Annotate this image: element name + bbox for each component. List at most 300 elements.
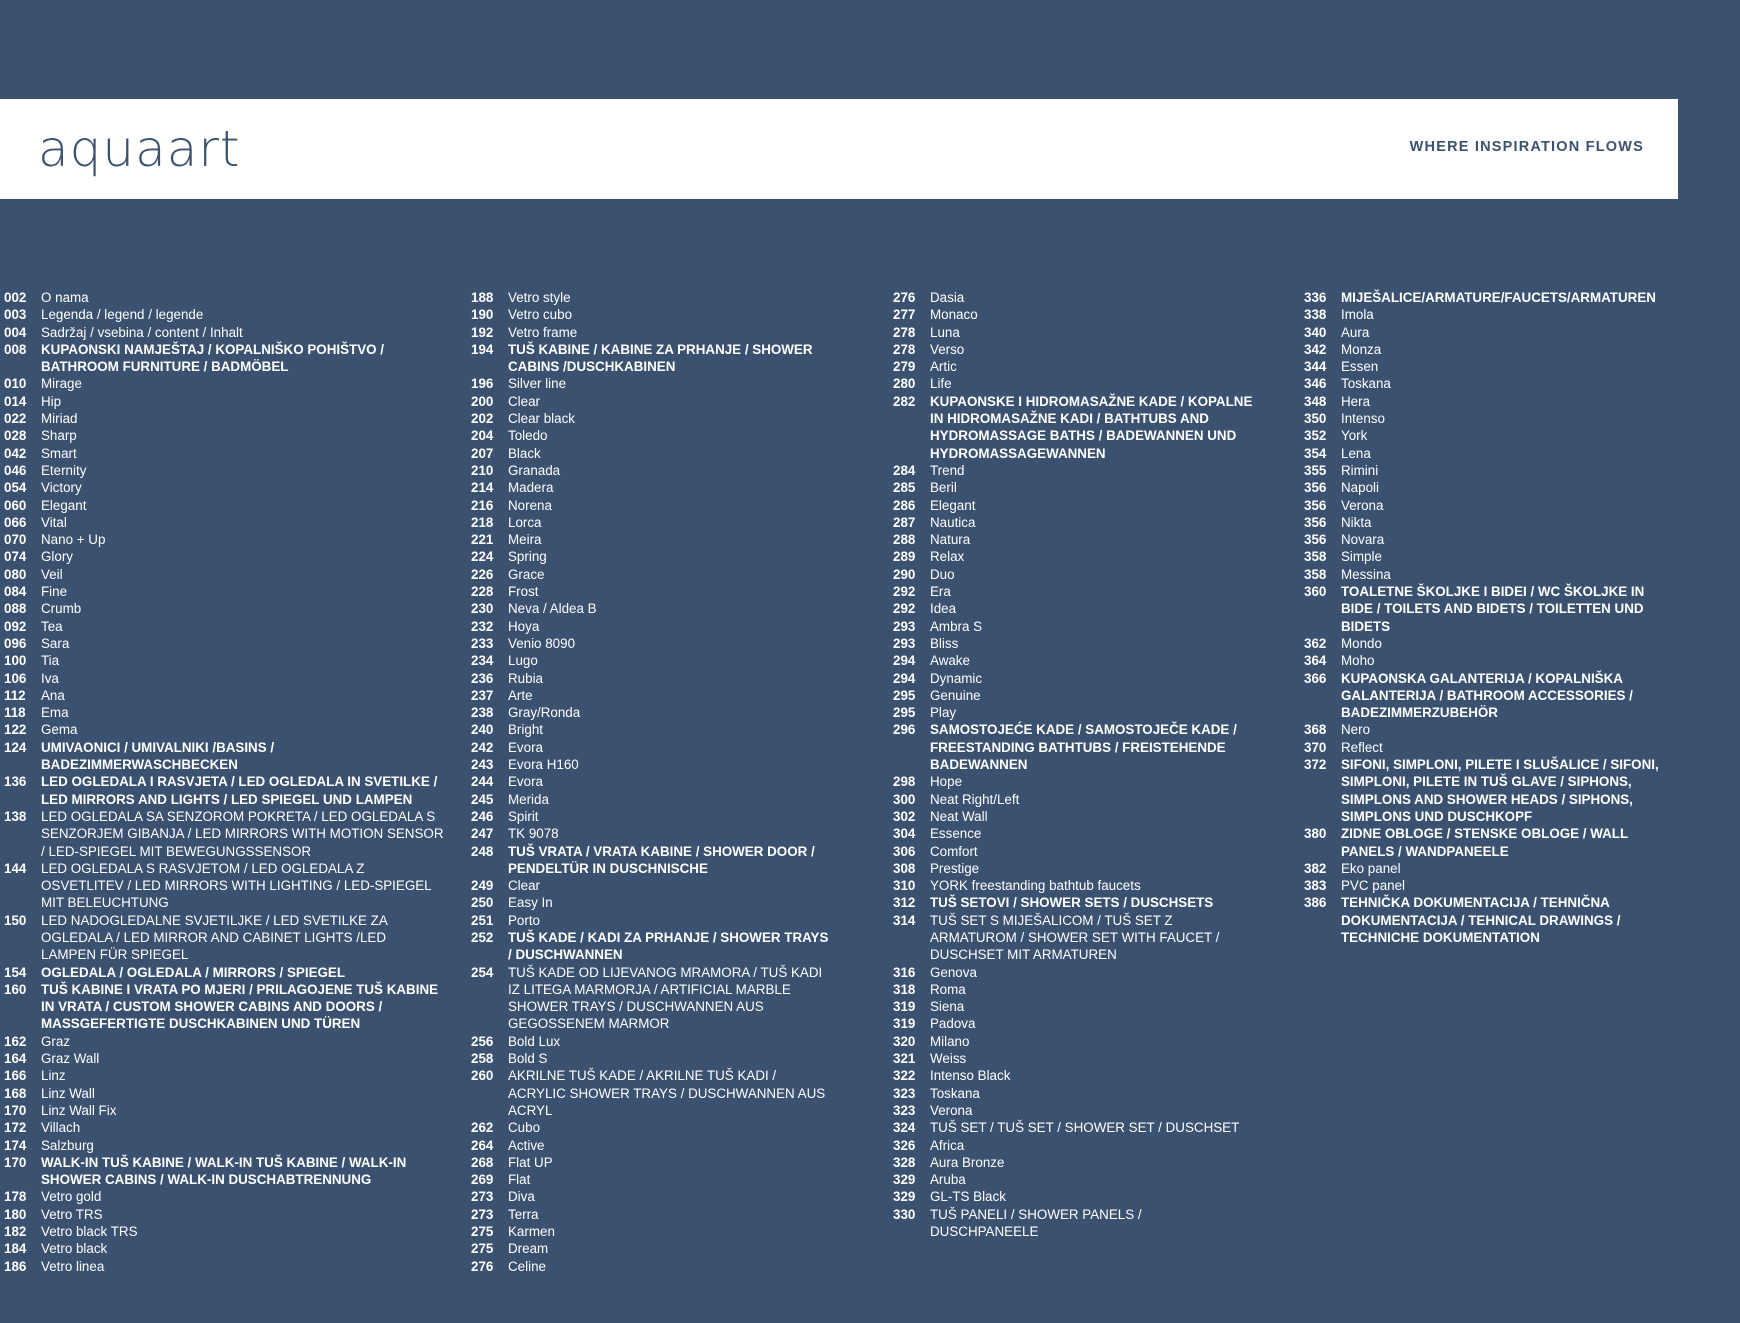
entry-title: Vetro TRS bbox=[41, 1206, 103, 1222]
toc-entry bbox=[893, 1015, 1253, 1032]
entry-title: Clear black bbox=[508, 411, 575, 427]
page-number: 340 bbox=[1304, 324, 1327, 340]
page-number: 358 bbox=[1304, 549, 1327, 565]
page-number: 200 bbox=[471, 393, 494, 409]
toc-entry bbox=[471, 825, 831, 842]
page-number: 154 bbox=[4, 964, 27, 980]
toc-entry bbox=[471, 393, 831, 410]
entry-title: MIJEŠALICE/ARMATURE/FAUCETS/ARMATUREN bbox=[1341, 290, 1656, 305]
page-number: 214 bbox=[471, 480, 494, 496]
toc-entry bbox=[893, 375, 1253, 392]
toc-entry bbox=[1304, 739, 1676, 756]
entry-title: Active bbox=[508, 1137, 545, 1153]
page-number: 172 bbox=[4, 1120, 27, 1136]
entry-title: Dream bbox=[508, 1241, 549, 1257]
toc-entry bbox=[4, 1119, 444, 1136]
toc-entry bbox=[471, 1206, 831, 1223]
entry-title: Prestige bbox=[930, 860, 980, 876]
page-number: 338 bbox=[1304, 307, 1327, 323]
toc-entry bbox=[471, 773, 831, 790]
page-number: 276 bbox=[471, 1258, 494, 1274]
page-number: 250 bbox=[471, 895, 494, 911]
toc-entry bbox=[1304, 531, 1676, 548]
toc-entry bbox=[1304, 497, 1676, 514]
toc-entry bbox=[471, 1119, 831, 1136]
page-number: 074 bbox=[4, 549, 27, 565]
page-number: 320 bbox=[893, 1033, 916, 1049]
toc-entry bbox=[4, 1067, 444, 1084]
page-number: 358 bbox=[1304, 566, 1327, 582]
page-number: 258 bbox=[471, 1051, 494, 1067]
entry-title: Milano bbox=[930, 1033, 970, 1049]
toc-entry bbox=[1304, 877, 1676, 894]
toc-entry bbox=[471, 410, 831, 427]
toc-entry bbox=[4, 306, 444, 323]
entry-title: Dynamic bbox=[930, 670, 983, 686]
page-number: 279 bbox=[893, 359, 916, 375]
page-number: 342 bbox=[1304, 341, 1327, 357]
toc-entry bbox=[1304, 462, 1676, 479]
page-number: 210 bbox=[471, 462, 494, 478]
page-number: 216 bbox=[471, 497, 494, 513]
page-number: 008 bbox=[4, 341, 27, 357]
toc-entry bbox=[471, 445, 831, 462]
entry-title: Duo bbox=[930, 566, 955, 582]
page-number: 190 bbox=[471, 307, 494, 323]
entry-title: Linz Wall Fix bbox=[41, 1102, 117, 1118]
page-number: 380 bbox=[1304, 826, 1327, 842]
toc-entry bbox=[471, 739, 831, 756]
page-number: 288 bbox=[893, 532, 916, 548]
page-number: 280 bbox=[893, 376, 916, 392]
page-number: 186 bbox=[4, 1258, 27, 1274]
toc-entry bbox=[471, 497, 831, 514]
page-number: 308 bbox=[893, 860, 916, 876]
page-number: 276 bbox=[893, 290, 916, 305]
toc-entry bbox=[893, 497, 1253, 514]
toc-entry bbox=[893, 652, 1253, 669]
toc-entry bbox=[1304, 860, 1676, 877]
toc-entry bbox=[893, 825, 1253, 842]
page-number: 329 bbox=[893, 1189, 916, 1205]
toc-entry bbox=[1304, 635, 1676, 652]
page-number: 275 bbox=[471, 1241, 494, 1257]
page-number: 350 bbox=[1304, 411, 1327, 427]
page-number: 228 bbox=[471, 584, 494, 600]
page-number: 304 bbox=[893, 826, 916, 842]
entry-title: Toskana bbox=[930, 1085, 980, 1101]
toc-section-entry bbox=[471, 843, 831, 878]
page-number: 242 bbox=[471, 739, 494, 755]
toc-section-entry bbox=[471, 929, 831, 964]
toc-entry bbox=[471, 756, 831, 773]
toc-entry bbox=[1304, 324, 1676, 341]
entry-title: Porto bbox=[508, 912, 541, 928]
toc-entry bbox=[1304, 375, 1676, 392]
entry-title: Aura bbox=[1341, 324, 1370, 340]
entry-title: LED OGLEDALA S RASVJETOM / LED OGLEDALA Z OSVETLITEV / LED MIRRORS WITH LIGHTING / LED-SPIEGEL MIT BELEUCHTUNG bbox=[41, 860, 432, 911]
toc-entry bbox=[893, 1050, 1253, 1067]
entry-title: TUŠ SETOVI / SHOWER SETS / DUSCHSETS bbox=[930, 895, 1214, 911]
page-number: 245 bbox=[471, 791, 494, 807]
page-number: 070 bbox=[4, 532, 27, 548]
entry-title: Essence bbox=[930, 826, 982, 842]
entry-title: Luna bbox=[930, 324, 960, 340]
entry-title: Imola bbox=[1341, 307, 1374, 323]
entry-title: Reflect bbox=[1341, 739, 1383, 755]
entry-title: LED OGLEDALA SA SENZOROM POKRETA / LED OGLEDALA S SENZORJEM GIBANJA / LED MIRRORS WITH MOTION SENSOR / LED-SPIEGEL MIT BEWEGUNGSSENSOR bbox=[41, 808, 444, 859]
toc-entry bbox=[4, 635, 444, 652]
toc-entry bbox=[893, 1067, 1253, 1084]
page-number: 207 bbox=[471, 445, 494, 461]
page-number: 002 bbox=[4, 290, 27, 305]
entry-title: Africa bbox=[930, 1137, 965, 1153]
toc-entry bbox=[4, 462, 444, 479]
entry-title: TK 9078 bbox=[508, 826, 559, 842]
toc-entry bbox=[893, 912, 1253, 964]
page-number: 232 bbox=[471, 618, 494, 634]
entry-title: Roma bbox=[930, 981, 966, 997]
page-number: 324 bbox=[893, 1120, 916, 1136]
entry-title: Linz Wall bbox=[41, 1085, 95, 1101]
toc-entry bbox=[471, 912, 831, 929]
toc-entry bbox=[471, 1154, 831, 1171]
page-number: 354 bbox=[1304, 445, 1327, 461]
entry-title: Arte bbox=[508, 687, 533, 703]
entry-title: Rubia bbox=[508, 670, 543, 686]
toc-entry bbox=[893, 531, 1253, 548]
page-number: 292 bbox=[893, 601, 916, 617]
entry-title: Graz Wall bbox=[41, 1051, 100, 1067]
toc-entry bbox=[893, 791, 1253, 808]
toc-entry bbox=[4, 375, 444, 392]
toc-entry bbox=[893, 964, 1253, 981]
page-number: 328 bbox=[893, 1154, 916, 1170]
entry-title: WALK-IN TUŠ KABINE / WALK-IN TUŠ KABINE / WALK-IN SHOWER CABINS / WALK-IN DUSCHABTRENNUNG bbox=[41, 1154, 407, 1188]
toc-entry bbox=[4, 912, 444, 964]
page-number: 383 bbox=[1304, 878, 1327, 894]
toc-section-entry bbox=[4, 981, 444, 1033]
toc-section-entry bbox=[4, 964, 444, 981]
toc-entry bbox=[4, 583, 444, 600]
page-number: 386 bbox=[1304, 895, 1327, 911]
page-number: 293 bbox=[893, 618, 916, 634]
toc-entry bbox=[1304, 427, 1676, 444]
entry-title: Simple bbox=[1341, 549, 1382, 565]
entry-title: Gema bbox=[41, 722, 78, 738]
entry-title: Natura bbox=[930, 532, 971, 548]
toc-entry bbox=[893, 877, 1253, 894]
page-number: 160 bbox=[4, 981, 27, 997]
entry-title: Flat bbox=[508, 1172, 531, 1188]
entry-title: Lorca bbox=[508, 514, 542, 530]
page-number: 352 bbox=[1304, 428, 1327, 444]
page-number: 124 bbox=[4, 739, 27, 755]
entry-title: Napoli bbox=[1341, 480, 1379, 496]
toc-entry bbox=[4, 445, 444, 462]
entry-title: O nama bbox=[41, 290, 89, 305]
entry-title: Mondo bbox=[1341, 635, 1382, 651]
page-number: 234 bbox=[471, 653, 494, 669]
page-number: 356 bbox=[1304, 514, 1327, 530]
entry-title: Sharp bbox=[41, 428, 77, 444]
toc-entry bbox=[4, 1137, 444, 1154]
page-number: 046 bbox=[4, 462, 27, 478]
entry-title: SIFONI, SIMPLONI, PILETE I SLUŠALICE / SIFONI, SIMPLONI, PILETE IN TUŠ GLAVE / SIPHONS, SIMPLONS AND SHOWER HEADS / SIPHONS, SIMPLONS UND DUSCHKOPF bbox=[1341, 757, 1659, 824]
toc-entry bbox=[471, 1067, 831, 1119]
entry-title: Nero bbox=[1341, 722, 1371, 738]
toc-entry bbox=[893, 1188, 1253, 1205]
toc-entry bbox=[471, 1033, 831, 1050]
page-number: 014 bbox=[4, 393, 27, 409]
toc-section-entry bbox=[893, 894, 1253, 911]
page-number: 295 bbox=[893, 687, 916, 703]
page-number: 278 bbox=[893, 341, 916, 357]
page-number: 249 bbox=[471, 878, 494, 894]
toc-entry bbox=[893, 583, 1253, 600]
entry-title: Easy In bbox=[508, 895, 553, 911]
page-number: 269 bbox=[471, 1172, 494, 1188]
entry-title: Bold Lux bbox=[508, 1033, 561, 1049]
toc-entry bbox=[893, 687, 1253, 704]
page-number: 329 bbox=[893, 1172, 916, 1188]
entry-title: Tia bbox=[41, 653, 60, 669]
page-number: 372 bbox=[1304, 757, 1327, 773]
page-number: 256 bbox=[471, 1033, 494, 1049]
toc-entry bbox=[4, 566, 444, 583]
entry-title: Lugo bbox=[508, 653, 538, 669]
entry-title: KUPAONSKI NAMJEŠTAJ / KOPALNIŠKO POHIŠTVO / BATHROOM FURNITURE / BADMÖBEL bbox=[41, 341, 384, 375]
entry-title: ZIDNE OBLOGE / STENSKE OBLOGE / WALL PANELS / WANDPANEELE bbox=[1341, 826, 1628, 859]
page-number: 122 bbox=[4, 722, 27, 738]
toc-section-entry bbox=[471, 341, 831, 376]
page-number: 238 bbox=[471, 705, 494, 721]
toc-entry bbox=[4, 548, 444, 565]
entry-title: TUŠ SET S MIJEŠALICOM / TUŠ SET Z ARMATUROM / SHOWER SET WITH FAUCET / DUSCHSET MIT ARMATUREN bbox=[930, 912, 1220, 963]
page-number: 296 bbox=[893, 722, 916, 738]
page-number: 138 bbox=[4, 808, 27, 824]
page-number: 166 bbox=[4, 1068, 27, 1084]
page-number: 289 bbox=[893, 549, 916, 565]
page-number: 362 bbox=[1304, 635, 1327, 651]
toc-entry bbox=[471, 566, 831, 583]
toc-entry bbox=[4, 497, 444, 514]
entry-title: Genuine bbox=[930, 687, 981, 703]
page-number: 382 bbox=[1304, 860, 1327, 876]
entry-title: Padova bbox=[930, 1016, 976, 1032]
entry-title: Vetro frame bbox=[508, 324, 578, 340]
page-number: 202 bbox=[471, 411, 494, 427]
entry-title: LED NADOGLEDALNE SVJETILJKE / LED SVETILKE ZA OGLEDALA / LED MIRROR AND CABINET LIGHTS /LED LAMPEN FÜR SPIEGEL bbox=[41, 912, 388, 963]
entry-title: Grace bbox=[508, 566, 545, 582]
page-number: 323 bbox=[893, 1102, 916, 1118]
toc-entry bbox=[471, 1240, 831, 1257]
page-number: 277 bbox=[893, 307, 916, 323]
entry-title: Granada bbox=[508, 462, 561, 478]
entry-title: Fine bbox=[41, 584, 68, 600]
toc-entry bbox=[4, 1240, 444, 1257]
entry-title: Veil bbox=[41, 566, 63, 582]
toc-entry bbox=[893, 1033, 1253, 1050]
toc-entry bbox=[4, 652, 444, 669]
toc-entry bbox=[4, 1188, 444, 1205]
page-number: 221 bbox=[471, 532, 494, 548]
entry-title: Cubo bbox=[508, 1120, 541, 1136]
page-number: 003 bbox=[4, 307, 27, 323]
page-number: 022 bbox=[4, 411, 27, 427]
toc-entry bbox=[471, 531, 831, 548]
entry-title: Meira bbox=[508, 532, 542, 548]
entry-title: Moho bbox=[1341, 653, 1375, 669]
page-number: 184 bbox=[4, 1241, 27, 1257]
page-number: 196 bbox=[471, 376, 494, 392]
toc-entry bbox=[893, 289, 1253, 306]
page-number: 368 bbox=[1304, 722, 1327, 738]
entry-title: Glory bbox=[41, 549, 73, 565]
toc-section-entry bbox=[1304, 670, 1676, 722]
toc-entry bbox=[4, 618, 444, 635]
page-number: 192 bbox=[471, 324, 494, 340]
page-number: 182 bbox=[4, 1224, 27, 1240]
page-number: 226 bbox=[471, 566, 494, 582]
entry-title: Essen bbox=[1341, 359, 1379, 375]
page-number: 314 bbox=[893, 912, 916, 928]
page-number: 344 bbox=[1304, 359, 1327, 375]
toc-entry bbox=[471, 1223, 831, 1240]
toc-entry bbox=[471, 704, 831, 721]
page-number: 300 bbox=[893, 791, 916, 807]
entry-title: Madera bbox=[508, 480, 554, 496]
page-number: 248 bbox=[471, 843, 494, 859]
aquaart-logo: aquaart bbox=[38, 120, 241, 178]
toc-column-4 bbox=[1304, 289, 1676, 946]
toc-entry bbox=[893, 479, 1253, 496]
entry-title: GL-TS Black bbox=[930, 1189, 1006, 1205]
entry-title: Aura Bronze bbox=[930, 1154, 1005, 1170]
page-number: 150 bbox=[4, 912, 27, 928]
page-number: 356 bbox=[1304, 480, 1327, 496]
entry-title: Elegant bbox=[41, 497, 87, 513]
page-number: 170 bbox=[4, 1154, 27, 1170]
toc-entry bbox=[893, 514, 1253, 531]
toc-entry bbox=[471, 670, 831, 687]
toc-section-entry bbox=[893, 721, 1253, 773]
toc-entry bbox=[893, 1102, 1253, 1119]
entry-title: Neva / Aldea B bbox=[508, 601, 597, 617]
entry-title: Trend bbox=[930, 462, 965, 478]
toc-entry bbox=[893, 358, 1253, 375]
entry-title: Spring bbox=[508, 549, 547, 565]
entry-title: Verso bbox=[930, 341, 965, 357]
entry-title: Hip bbox=[41, 393, 62, 409]
toc-entry bbox=[893, 1119, 1253, 1136]
page-number: 162 bbox=[4, 1033, 27, 1049]
toc-section-entry bbox=[1304, 583, 1676, 635]
entry-title: Idea bbox=[930, 601, 957, 617]
page-number: 264 bbox=[471, 1137, 494, 1153]
page-number: 273 bbox=[471, 1206, 494, 1222]
entry-title: PVC panel bbox=[1341, 878, 1406, 894]
entry-title: Vetro linea bbox=[41, 1258, 105, 1274]
page-number: 356 bbox=[1304, 497, 1327, 513]
entry-title: TUŠ SET / TUŠ SET / SHOWER SET / DUSCHSET bbox=[930, 1120, 1240, 1136]
page-number: 042 bbox=[4, 445, 27, 461]
toc-entry bbox=[4, 1102, 444, 1119]
page-number: 254 bbox=[471, 964, 494, 980]
toc-entry bbox=[4, 808, 444, 860]
header-banner bbox=[0, 99, 1678, 199]
page-number: 355 bbox=[1304, 462, 1327, 478]
entry-title: Rimini bbox=[1341, 462, 1379, 478]
entry-title: Tea bbox=[41, 618, 63, 634]
toc-entry bbox=[471, 600, 831, 617]
entry-title: Hera bbox=[1341, 393, 1371, 409]
entry-title: Sara bbox=[41, 635, 70, 651]
page-number: 318 bbox=[893, 981, 916, 997]
toc-entry bbox=[1304, 514, 1676, 531]
toc-entry bbox=[893, 341, 1253, 358]
toc-entry bbox=[471, 375, 831, 392]
page-number: 356 bbox=[1304, 532, 1327, 548]
entry-title: Sadržaj / vsebina / content / Inhalt bbox=[41, 324, 243, 340]
entry-title: Crumb bbox=[41, 601, 82, 617]
toc-entry bbox=[893, 843, 1253, 860]
page-number: 236 bbox=[471, 670, 494, 686]
entry-title: Victory bbox=[41, 480, 82, 496]
toc-entry bbox=[4, 289, 444, 306]
entry-title: Era bbox=[930, 584, 951, 600]
page-number: 136 bbox=[4, 774, 27, 790]
page-number: 028 bbox=[4, 428, 27, 444]
page-number: 237 bbox=[471, 687, 494, 703]
entry-title: Karmen bbox=[508, 1224, 555, 1240]
toc-entry bbox=[471, 877, 831, 894]
entry-title: Eko panel bbox=[1341, 860, 1401, 876]
toc-entry bbox=[893, 1171, 1253, 1188]
page-number: 366 bbox=[1304, 670, 1327, 686]
page-number: 010 bbox=[4, 376, 27, 392]
toc-column-1 bbox=[4, 289, 444, 1275]
entry-title: OGLEDALA / OGLEDALA / MIRRORS / SPIEGEL bbox=[41, 964, 346, 980]
entry-title: YORK freestanding bathtub faucets bbox=[930, 878, 1141, 894]
entry-title: Lena bbox=[1341, 445, 1371, 461]
toc-entry bbox=[4, 704, 444, 721]
page-number: 298 bbox=[893, 774, 916, 790]
entry-title: Life bbox=[930, 376, 952, 392]
toc-entry bbox=[1304, 341, 1676, 358]
toc-entry bbox=[893, 324, 1253, 341]
entry-title: Frost bbox=[508, 584, 539, 600]
page-number: 246 bbox=[471, 808, 494, 824]
page-number: 323 bbox=[893, 1085, 916, 1101]
page-number: 319 bbox=[893, 1016, 916, 1032]
toc-entry bbox=[893, 618, 1253, 635]
entry-title: Silver line bbox=[508, 376, 567, 392]
entry-title: Artic bbox=[930, 359, 957, 375]
toc-section-entry bbox=[1304, 756, 1676, 825]
entry-title: Genova bbox=[930, 964, 977, 980]
entry-title: Weiss bbox=[930, 1051, 967, 1067]
entry-title: Hoya bbox=[508, 618, 540, 634]
toc-entry bbox=[471, 1050, 831, 1067]
page-number: 092 bbox=[4, 618, 27, 634]
page-number: 302 bbox=[893, 808, 916, 824]
page-number: 321 bbox=[893, 1051, 916, 1067]
page-number: 278 bbox=[893, 324, 916, 340]
entry-title: Aruba bbox=[930, 1172, 966, 1188]
toc-entry bbox=[893, 548, 1253, 565]
entry-title: SAMOSTOJEĆE KADE / SAMOSTOJEČE KADE / FREESTANDING BATHTUBS / FREISTEHENDE BADEWANNEN bbox=[930, 722, 1237, 773]
